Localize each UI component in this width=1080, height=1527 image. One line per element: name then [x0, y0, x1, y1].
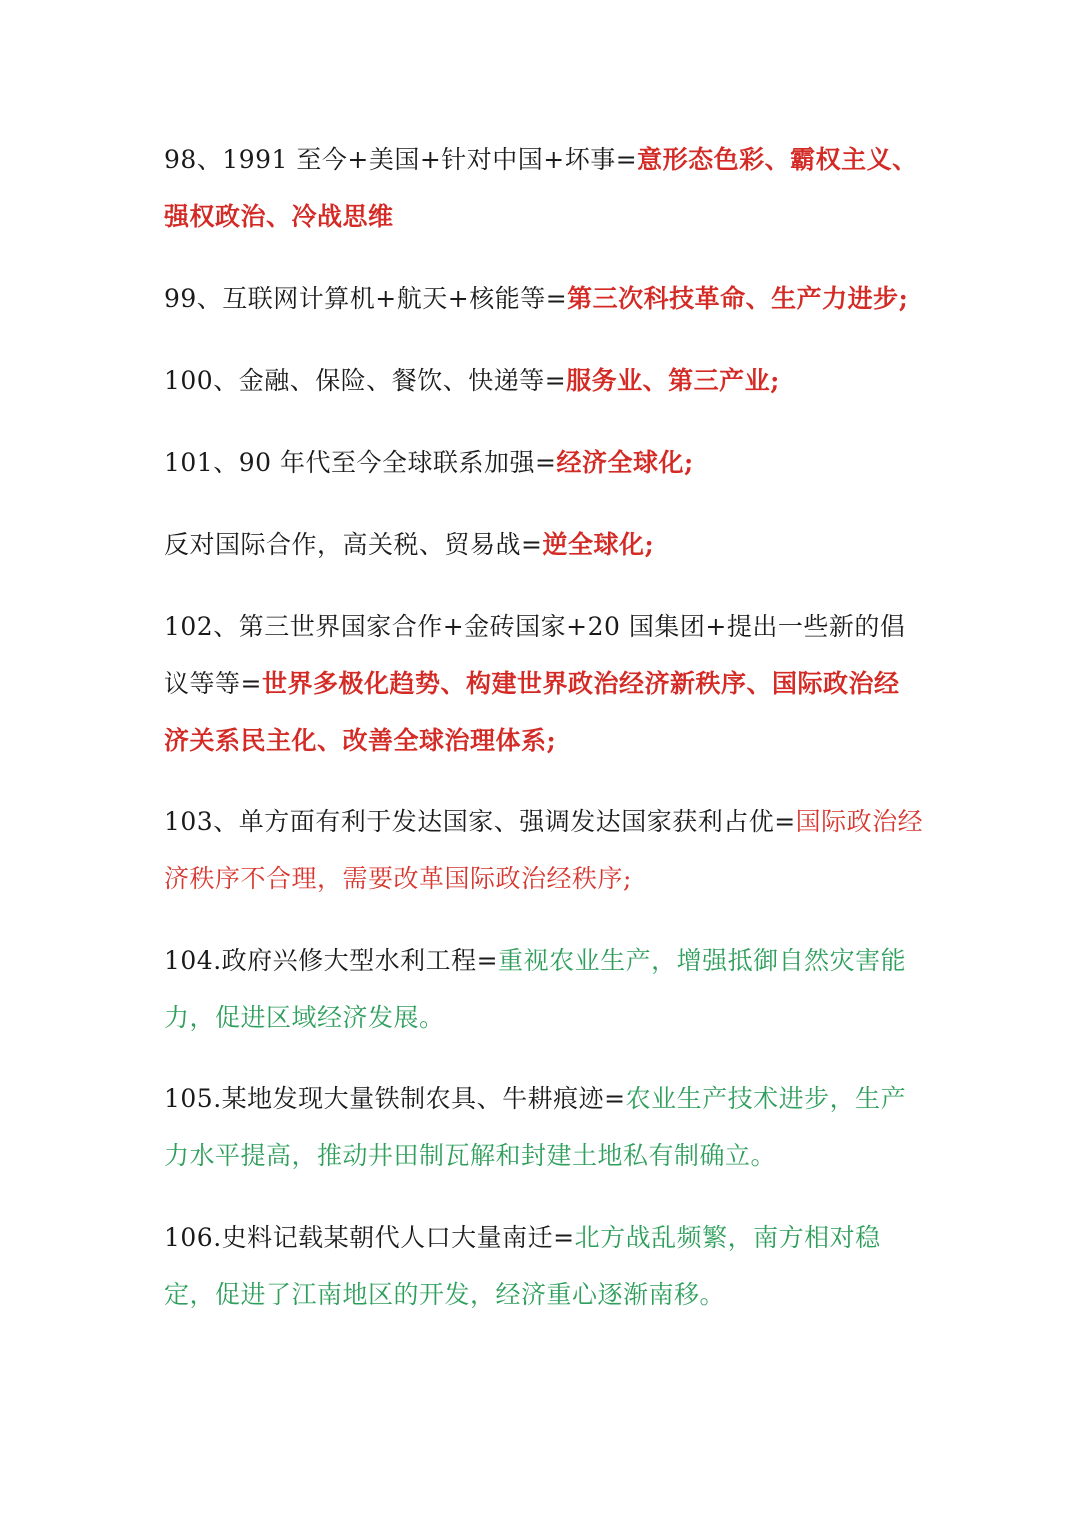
list-item-101	[164, 434, 924, 491]
answer-text: 重视农业生产，增强抵御自然灾害能力，促进区域经济发展。	[164, 946, 907, 1032]
question-text: 105.某地发现大量铁制农具、牛耕痕迹=	[164, 1084, 626, 1113]
question-text: 101、90 年代至今全球联系加强=	[164, 448, 557, 477]
answer-text: 第三次科技革命、生产力进步;	[567, 284, 909, 313]
list-item-98	[164, 131, 924, 245]
list-item-104	[164, 932, 924, 1046]
question-text: 104.政府兴修大型水利工程=	[164, 946, 499, 975]
list-item-101-b	[164, 516, 924, 573]
list-item-102	[164, 598, 924, 769]
answer-text: 国际政治经济秩序不合理，需要改革国际政治经秩序;	[164, 807, 924, 893]
answer-text: 农业生产技术进步，生产力水平提高，推动井田制瓦解和封建土地私有制确立。	[164, 1084, 907, 1170]
list-item-99	[164, 270, 924, 327]
list-item-105	[164, 1070, 924, 1184]
answer-text: 北方战乱频繁，南方相对稳定，促进了江南地区的开发，经济重心逐渐南移。	[164, 1223, 881, 1309]
list-item-103	[164, 793, 924, 907]
question-text: 99、互联网计算机+航天+核能等=	[164, 284, 568, 313]
answer-text: 经济全球化;	[556, 448, 694, 477]
question-text: 98、1991 至今+美国+针对中国+坏事=	[164, 145, 638, 174]
question-text: 反对国际合作，高关税、贸易战=	[164, 530, 543, 559]
answer-text: 服务业、第三产业;	[566, 366, 780, 395]
question-text: 102、第三世界国家合作+金砖国家+20 国集团+提出一些新的倡议等等=	[164, 612, 906, 698]
answer-text: 逆全球化;	[542, 530, 655, 559]
answer-text: 世界多极化趋势、构建世界政治经济新秩序、国际政治经济关系民主化、改善全球治理体系;	[164, 669, 900, 755]
question-text: 106.史料记载某朝代人口大量南迁=	[164, 1223, 575, 1252]
question-text: 100、金融、保险、餐饮、快递等=	[164, 366, 567, 395]
question-text: 103、单方面有利于发达国家、强调发达国家获利占优=	[164, 807, 796, 836]
list-item-106	[164, 1209, 924, 1323]
list-item-100	[164, 352, 924, 409]
answer-text: 意形态色彩、霸权主义、强权政治、冷战思维	[164, 145, 918, 231]
